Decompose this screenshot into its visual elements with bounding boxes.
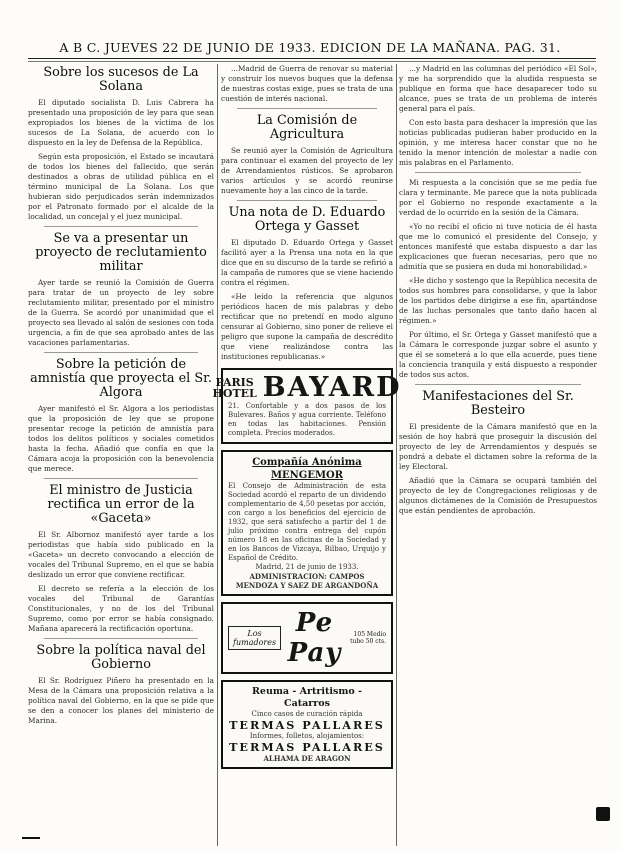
article-headline: La Comisión de Agricultura — [256, 113, 358, 142]
article-paragraph: Ayer manifestó el Sr. Algora a los periodistas que la proposición de ley que se propone presentar recoge la petición de amnistía para todos los delitos políticos y sociales cometidos hasta la fecha. Añadió que confía en que la Cámara acoja la proposición con la benevolencia que merece. — [28, 404, 214, 473]
ad-pepay-right: 105 Medio tubo 50 cts. — [350, 631, 386, 645]
article-paragraph: El Sr. Albornoz manifestó ayer tarde a los periodistas que había sido publicado en la «Gaceta» un decreto convocando a elección de vocales del Tribunal Supremo, en el que se había deslizado un error que conviene rectificar. — [28, 530, 214, 579]
masthead-rule — [28, 58, 596, 59]
column-divider-2 — [396, 64, 397, 846]
article-headline: Sobre los sucesos de La Solana — [43, 65, 199, 94]
article-headline: El ministro de Justicia rectifica un error de la «Gaceta» — [47, 483, 195, 526]
ad-termas-top: Reuma - Artritismo - Catarros — [252, 686, 362, 709]
ad-hotel-bayard — [212, 368, 402, 444]
article-separator — [44, 226, 198, 227]
article-separator — [44, 352, 198, 353]
article-paragraph: «He leído la referencia que algunos periódicos hacen de mis palabras y debo rectificar que no pretendí en modo alguno censurar al Gobierno, sino poner de relieve el peligro que supone la campaña de descrédito que viene realizándose contra las instituciones republicanas.» — [221, 292, 393, 361]
article-separator — [44, 478, 198, 479]
ad-mengemor-title: Compañía Anónima MENGEMOR — [252, 457, 362, 481]
ad-paris-label: PARIS — [215, 376, 254, 389]
article-paragraph: Se reunió ayer la Comisión de Agricultura para continuar el examen del proyecto de ley de Arrendamientos rústicos. Se aprobaron varios artículos y se acordó reunirse nuevamente hoy a las cinco de la tarde. — [221, 146, 393, 195]
article-paragraph: El decreto se refería a la elección de los vocales del Tribunal de Garantías Constitucionales, y no de los del Tribunal Supremo, como por error se había consignado. Mañana aparecerá la rectificación oportuna. — [28, 584, 214, 633]
print-mark-line — [22, 837, 40, 839]
ad-termas-place: ALHAMA DE ARAGON — [263, 754, 351, 763]
ad-bayard-name: BAYARD — [262, 372, 402, 403]
article-paragraph: Ayer tarde se reunió la Comisión de Guerra para tratar de un proyecto de ley sobre reclutamiento militar, presentado por el ministro de la Guerra. Se acordó por unanimidad que el proyecto sea llevado al salón de sesiones con toda urgencia, a fin de que sea aprobado antes de las vacaciones parlamentarias. — [28, 278, 214, 347]
ad-termas-sub: Cinco casos de curación rápida — [251, 710, 363, 718]
article-paragraph: El Sr. Rodríguez Piñero ha presentado en la Mesa de la Cámara una proposición relativa a la política naval del Gobierno, en la que se pide que se den a conocer los planes del ministerio de Marina. — [28, 676, 214, 725]
ad-pepay-logo: Pe Pay — [287, 608, 342, 668]
article-paragraph: Con esto basta para deshacer la impresión que las noticias publicadas pudieran haber producido en la opinión, y me interesa hacer constar que no he tenido la menor intención de molestar a nadie con mis palabras en el Parlamento. — [399, 118, 597, 167]
article-paragraph: «Yo no recibí el oficio ni tuve noticia de él hasta que me lo comunicó el presidente del Consejo, y entonces manifesté que estaba dispuesto a dar las explicaciones que fueran necesarias, pero que no admitía que se pusiera en duda mi honorabilidad.» — [399, 222, 597, 271]
article-headline: Sobre la política naval del Gobierno — [36, 643, 206, 672]
masthead: A B C. JUEVES 22 DE JUNIO DE 1933. EDICION DE LA MAÑANA. PAG. 31. — [59, 40, 561, 55]
ad-termas-name-2: TERMAS PALLARES — [229, 740, 385, 754]
ad-hotel-label: HOTEL — [212, 387, 257, 400]
ad-termas-name-1: TERMAS PALLARES — [229, 718, 385, 732]
article-separator — [415, 172, 581, 173]
article-paragraph: «He dicho y sostengo que la República necesita de todos sus hombres para consolidarse, y que la labor de los partidos debe dirigirse a ese fin, apartándose de las luchas personales que tanto daño hacen al régimen.» — [399, 276, 598, 325]
ad-mengemor-text: El Consejo de Administración de esta Sociedad acordó el reparto de un dividendo complementario de 4,50 pesetas por acción, con cargo a los beneficios del ejercicio de 1932, que será satisfecho a partir del 1 de julio próximo contra entrega del cupón número 18 en las oficinas de la Sociedad y en los Bancos de Vizcaya, Bilbao, Urquijo y Español de Crédito. — [228, 482, 386, 562]
ad-bayard-text: 21. Confortable y a dos pasos de los Bulevares. Baños y agua corriente. Teléfono en todas las habitaciones. Pensión completa. Precios moderados. — [228, 402, 386, 437]
article-paragraph: ...Madrid de Guerra de renovar su material y construir los nuevos buques que la defensa de nuestras costas exige, pues se trata de una cuestión de interés nacional. — [221, 64, 393, 103]
ad-mengemor-date: Madrid, 21 de junio de 1933. — [255, 563, 359, 571]
masthead-rule-thin — [28, 61, 596, 62]
article-separator — [415, 384, 581, 385]
ad-termas-info: Informes, folletos, alojamientos: — [249, 732, 365, 740]
article-paragraph: ...y Madrid en las columnas del periódico «El Sol», y me ha sorprendido que la aludida respuesta se publique en forma que hace desaparecer todo su alcance, pues se trata de un problema de interés general para el país. — [399, 64, 597, 113]
ad-termas-pallares — [221, 680, 393, 769]
article-separator — [237, 200, 377, 201]
article-headline: Se va a presentar un proyecto de reclutamiento militar — [35, 231, 207, 274]
column-1 — [28, 64, 214, 844]
ad-mengemor — [221, 450, 393, 596]
ad-pepay-left: Los fumadores — [228, 626, 281, 650]
article-headline: Una nota de D. Eduardo Ortega y Gasset — [228, 205, 386, 234]
article-headline: Sobre la petición de amnistía que proyecta el Sr. Algora — [30, 357, 212, 400]
print-mark — [596, 807, 610, 821]
column-3 — [399, 64, 597, 844]
ad-pepay — [221, 602, 393, 674]
article-headline: Manifestaciones del Sr. Besteiro — [422, 389, 574, 418]
ad-mengemor-sign: ADMINISTRACION: CAMPOS MENDOZA Y SAEZ DE ARGANDOÑA — [235, 572, 379, 590]
article-paragraph: Añadió que la Cámara se ocupará también del proyecto de ley de Congregaciones religiosas y de algunos dictámenes de la Comisión de Presupuestos que están pendientes de aprobación. — [399, 476, 597, 515]
article-separator — [237, 108, 377, 109]
article-paragraph: Mi respuesta a la concisión que se me pedía fue clara y terminante. Me parece que la nota publicada por el Gobierno no responde exactamente a la verdad de lo ocurrido en la sesión de la Cámara. — [399, 178, 597, 217]
article-paragraph: El diputado socialista D. Luis Cabrera ha presentado una proposición de ley para que sean expropiados los bienes de la víctima de los sucesos de La Solana, de acuerdo con lo dispuesto en la ley de Defensa de la República. — [28, 98, 214, 147]
article-paragraph: Por último, el Sr. Ortega y Gasset manifestó que a la Cámara le corresponde juzgar sobre el asunto y que él se someterá a lo que ella acuerde, pues tiene la conciencia tranquila y está dispuesto a responder de todos sus actos. — [399, 330, 597, 379]
article-paragraph: Según esta proposición, el Estado se incautará de todos los bienes del fallecido, que serán destinados a obras de utilidad pública en el término municipal de La Solana. Los que hubieran sido perjudicados serán indemnizados por el Patronato formado por el alcalde de la localidad, un concejal y el juez municipal. — [28, 152, 214, 221]
article-paragraph: El diputado D. Eduardo Ortega y Gasset facilitó ayer a la Prensa una nota en la que dice que en su discurso de la tarde se refirió a la campaña de rumores que se viene haciendo contra el régimen. — [221, 238, 393, 287]
article-paragraph: El presidente de la Cámara manifestó que en la sesión de hoy habrá que proseguir la discusión del proyecto de ley de Arrendamientos y después se pondrá a debate el dictamen sobre la reforma de la ley Electoral. — [399, 422, 597, 471]
column-divider-1 — [217, 64, 218, 846]
column-2 — [212, 64, 402, 844]
article-separator — [44, 638, 198, 639]
